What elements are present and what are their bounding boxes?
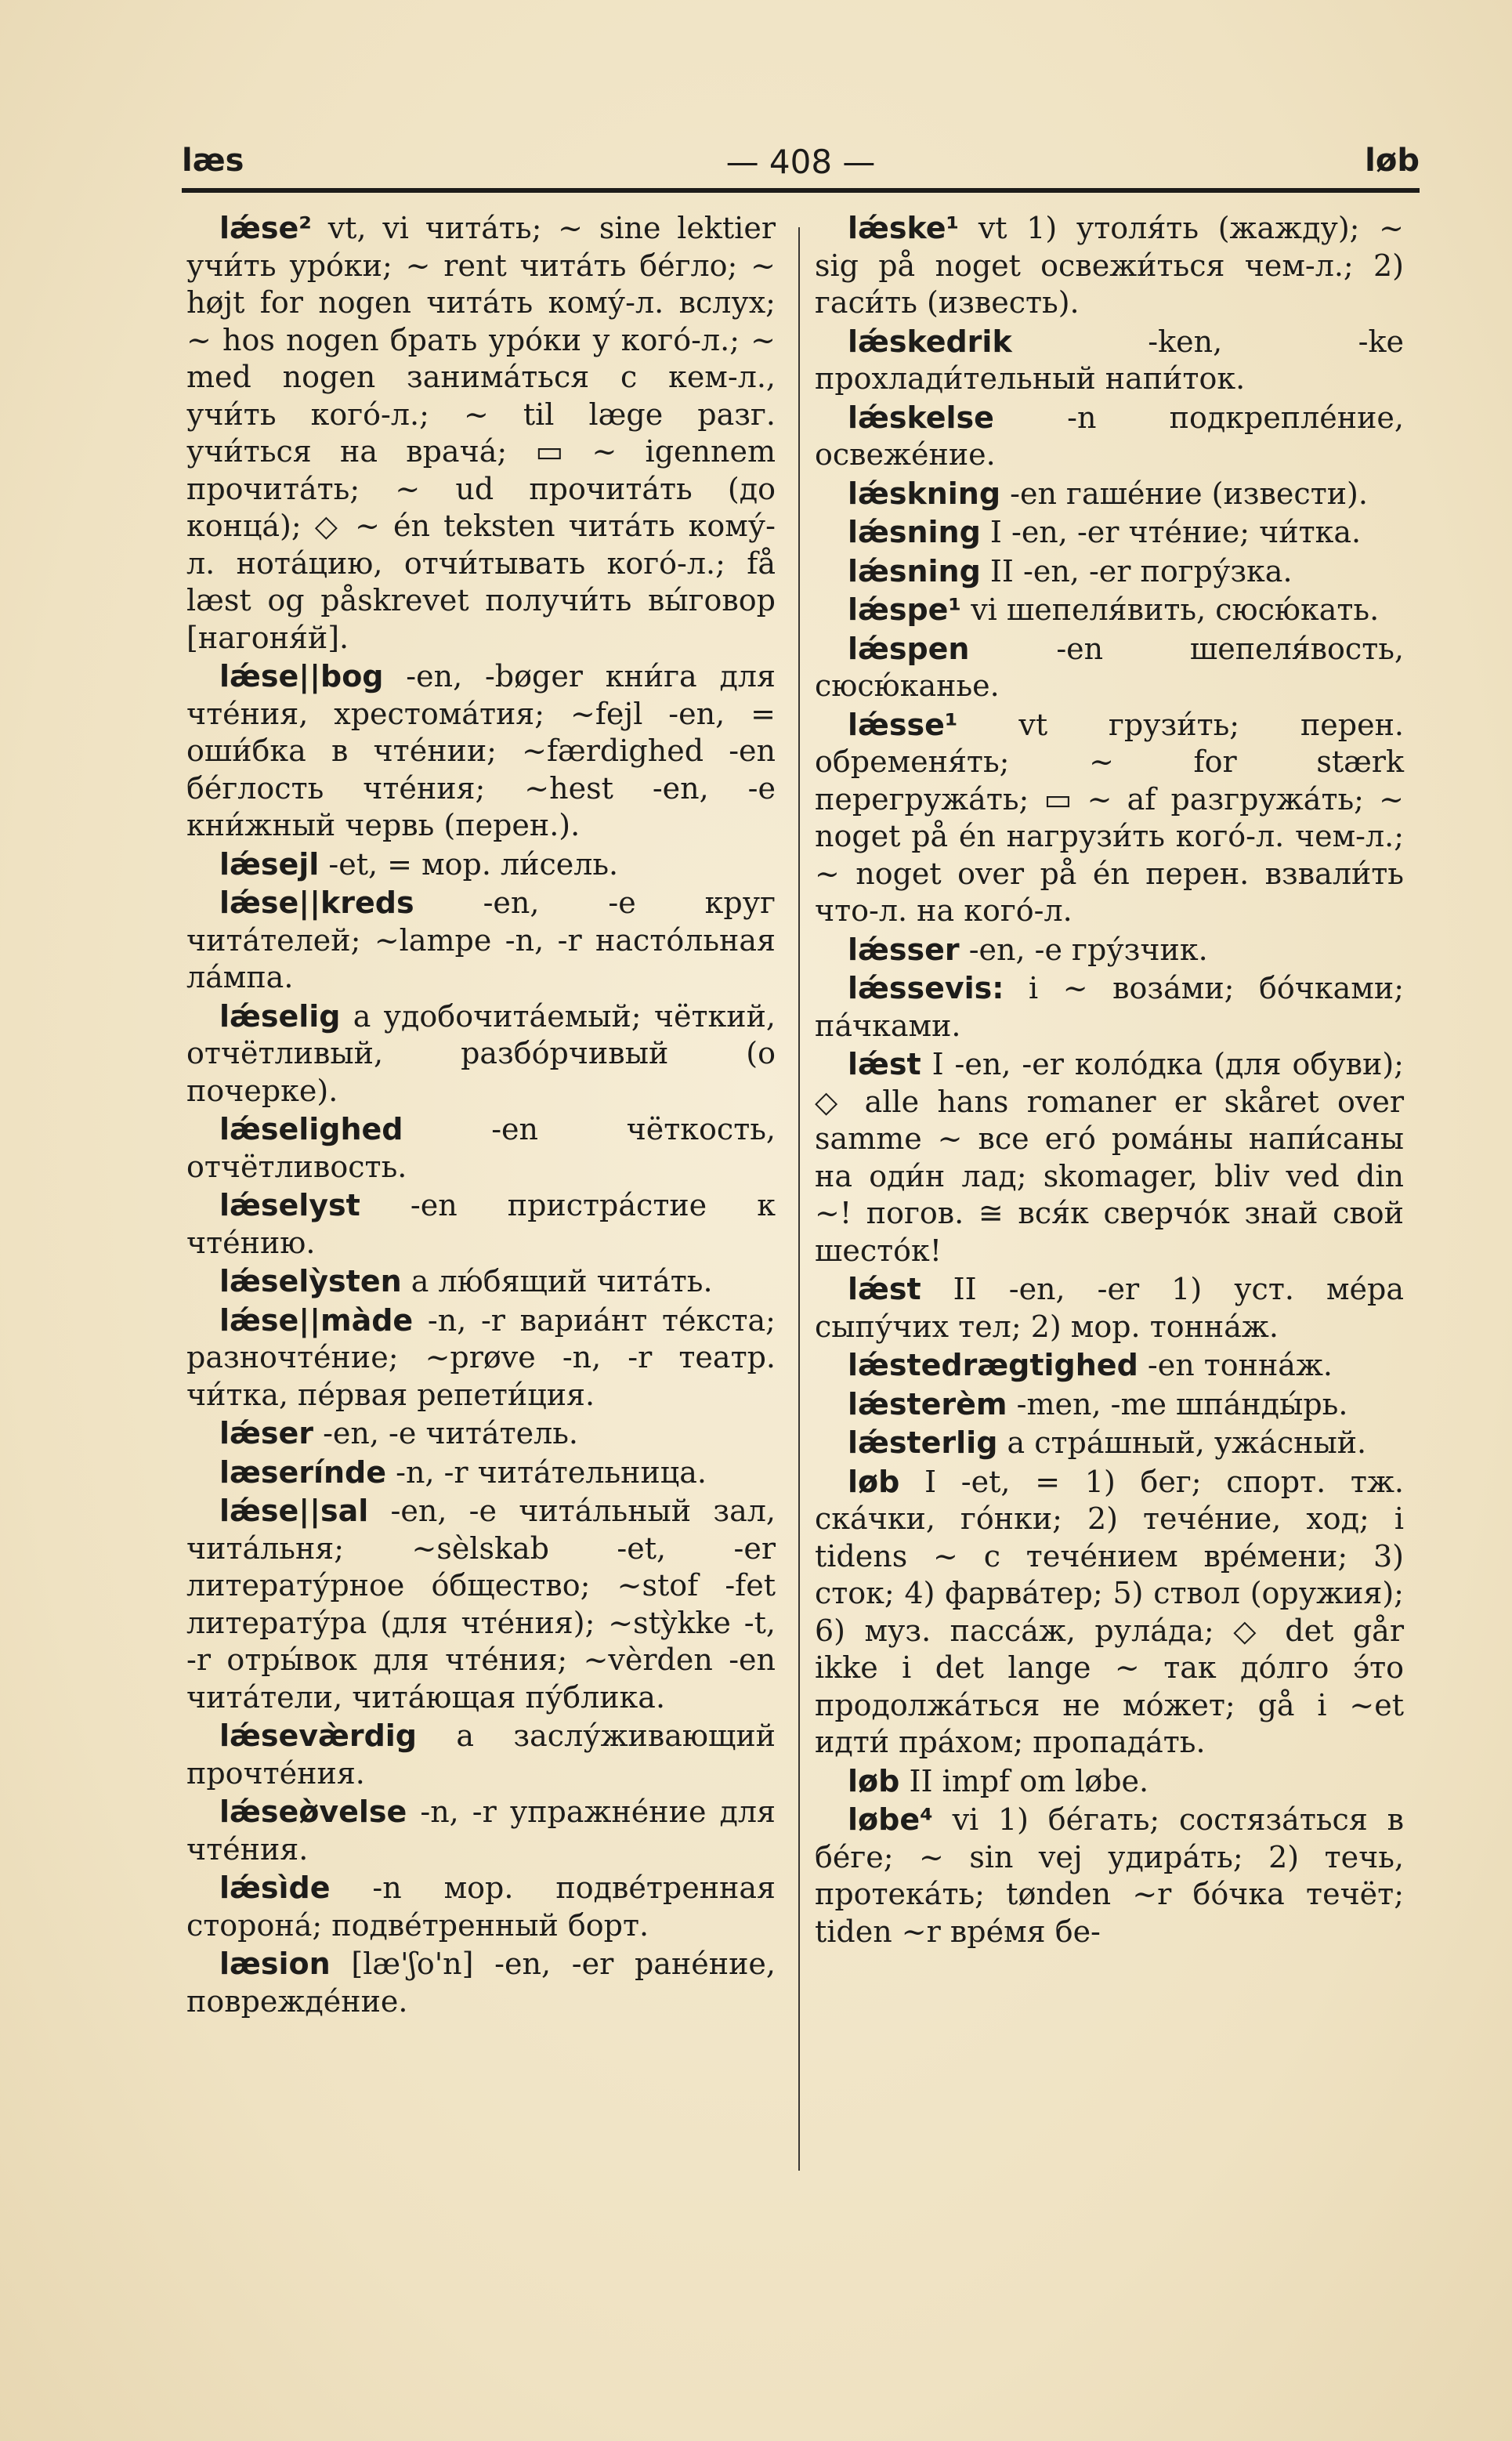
- entry-definition: -en, -bøger кни́га для чте́ния, хрестома́тия; ~fejl -en, = оши́бка в чте́нии; ~færdighed -en бе́глость чте́ния; ~hest -en, -e кни́жный червь (перен.).: [186, 659, 776, 842]
- dictionary-entry: [186, 1870, 776, 1944]
- dictionary-entry: [186, 210, 776, 657]
- dictionary-entry: [186, 1454, 776, 1492]
- entry-headword: lǽsterèm: [848, 1386, 1007, 1422]
- dictionary-entry: [815, 324, 1404, 398]
- entry-headword: lǽssevis:: [848, 971, 1004, 1005]
- dictionary-entry: [815, 707, 1404, 930]
- entry-headword: læserínde: [219, 1454, 387, 1490]
- entry-headword: lǽspe¹: [848, 592, 962, 627]
- entry-definition: [læ'ʃo'n] -en, -er ране́ние, поврежде́ние.: [186, 1947, 776, 2019]
- entry-headword: læsion: [219, 1947, 331, 1981]
- entry-definition: -en, -e гру́зчик.: [968, 932, 1208, 967]
- entry-headword: lǽst: [848, 1047, 921, 1081]
- entry-headword: lǽse||bog: [219, 659, 384, 694]
- dictionary-entry: [186, 998, 776, 1110]
- entry-definition: II -en, -er 1) уст. ме́ра сыпу́чих тел; 2) мор. тонна́ж.: [815, 1272, 1404, 1344]
- dictionary-entry: [815, 1425, 1404, 1462]
- entry-definition: vt грузи́ть; перен. обременя́ть; ~ for stærk перегружа́ть; ▭ ~ af разгружа́ть; ~ noget på én нагрузи́ть кого́-л. чем-л.; ~ noget over på én перен. взвали́ть что-л. на кого́-л.: [815, 707, 1404, 928]
- entry-headword: lǽskedrik: [848, 324, 1012, 359]
- dictionary-entry: [815, 1464, 1404, 1762]
- entry-definition: -et, = мор. ли́сель.: [328, 846, 619, 882]
- entry-headword: lǽsejl: [219, 846, 320, 882]
- entry-headword: lǽst: [848, 1272, 921, 1306]
- dictionary-entry: [815, 514, 1404, 552]
- right-guide-word: løb: [1365, 143, 1420, 179]
- dictionary-entry: [186, 846, 776, 884]
- entry-definition: I -en, -er чте́ние; чи́тка.: [989, 515, 1362, 549]
- entry-headword: lǽser: [219, 1416, 313, 1450]
- entry-headword: lǽselyst: [219, 1188, 360, 1222]
- entry-definition: -en пристра́стие к чте́нию.: [186, 1188, 776, 1260]
- entry-definition: vi шепеля́вить, сюсю́кать.: [971, 592, 1380, 627]
- header-rule: [182, 188, 1420, 193]
- entry-headword: løb: [848, 1763, 900, 1798]
- entry-definition: -men, -me шпа́нды́рь.: [1016, 1386, 1348, 1422]
- page-header: [182, 143, 1420, 190]
- dictionary-entry: [186, 1302, 776, 1414]
- entry-headword: lǽse||màde: [219, 1302, 414, 1338]
- entry-definition: vi 1) бе́гать; состяза́ться в бе́ге; ~ sin vej удира́ть; 2) течь, протека́ть; tønden ~r бо́чка течёт; tiden ~r вре́мя бе-: [815, 1802, 1404, 1949]
- page-number: — 408 —: [725, 143, 876, 181]
- entry-definition: -n подкрепле́ние, освеже́ние.: [815, 400, 1404, 472]
- dictionary-entry: [186, 1415, 776, 1453]
- entry-headword: løb: [848, 1464, 900, 1499]
- entry-headword: lǽselỳsten: [219, 1264, 402, 1298]
- entry-definition: i ~ воза́ми; бо́чками; па́чками.: [815, 971, 1404, 1043]
- entry-definition: -en шепеля́вость, сюсю́канье.: [815, 631, 1404, 703]
- dictionary-entry: [186, 1493, 776, 1716]
- entry-headword: lǽse||kreds: [219, 885, 414, 920]
- dictionary-entry: [186, 1187, 776, 1262]
- entry-headword: lǽseø̀velse: [219, 1795, 407, 1829]
- entry-definition: a стра́шный, ужа́сный.: [1007, 1425, 1367, 1460]
- dictionary-entry: [815, 1271, 1404, 1345]
- entry-headword: lǽskning: [848, 476, 1001, 511]
- dictionary-entry: [815, 400, 1404, 474]
- entry-definition: vt 1) утоля́ть (жажду); ~ sig på noget освежи́ться чем-л.; 2) гаси́ть (известь).: [815, 211, 1404, 320]
- entry-headword: lǽsìde: [219, 1871, 331, 1905]
- entry-headword: lǽsser: [848, 932, 960, 967]
- entry-definition: -en, -e чита́тель.: [323, 1416, 578, 1450]
- entry-headword: lǽspen: [848, 631, 970, 666]
- dictionary-entry: [186, 1946, 776, 2020]
- entry-definition: a заслу́живающий прочте́ния.: [186, 1718, 776, 1791]
- dictionary-entry: [186, 885, 776, 997]
- entry-definition: -n, -r вариа́нт те́кста; разночте́ние; ~prøve -n, -r театр. чи́тка, пе́рвая репети́ция.: [186, 1302, 776, 1412]
- left-guide-word: læs: [182, 143, 244, 179]
- entry-definition: -en чёткость, отчётливость.: [186, 1112, 776, 1184]
- entry-definition: -en, -e чита́льный зал, чита́льня; ~sèlskab -et, -er литерату́рное о́бщество; ~stof -fet литерату́ра (для чте́ния); ~stỳkke -t, -r отры́вок для чте́ния; ~vèrden -en чита́тели, чита́ющая пу́блика.: [186, 1494, 776, 1715]
- entry-headword: lǽsning: [848, 553, 981, 589]
- entry-definition: -n, -r упражне́ние для чте́ния.: [186, 1795, 776, 1867]
- entry-definition: -ken, -ke прохлади́тельный напи́ток.: [815, 324, 1404, 396]
- entry-definition: I -et, = 1) бег; спорт. тж. ска́чки, го́нки; 2) тече́ние, ход; i tidens ~ с тече́нием вре́мени; 3) сток; 4) фарва́тер; 5) ствол (оружия); 6) муз. пасса́ж, рула́да; ◇ det går ikke i det lange ~ так до́лго э́то продолжа́ться не мо́жет; gå i ~et идти́ пра́хом; пропада́ть.: [815, 1464, 1404, 1759]
- dictionary-entry: [186, 1794, 776, 1868]
- dictionary-entry: [815, 1347, 1404, 1385]
- entry-headword: lǽselighed: [219, 1112, 403, 1146]
- entry-definition: a удобочита́емый; чёткий, отчётливый, разбо́рчивый (о почерке).: [186, 998, 776, 1108]
- entry-headword: lǽse||sal: [219, 1494, 369, 1528]
- left-column: [186, 210, 776, 2022]
- dictionary-entry: [815, 476, 1404, 513]
- entry-headword: lǽse²: [219, 211, 312, 245]
- entry-definition: -en, -e круг чита́телей; ~lampe -n, -r насто́льная ла́мпа.: [186, 885, 776, 994]
- entry-headword: lǽstedrægtighed: [848, 1348, 1138, 1382]
- entry-definition: -n мор. подве́тренная сторона́; подве́тренный борт.: [186, 1871, 776, 1943]
- entry-definition: II -en, -er погру́зка.: [989, 553, 1293, 589]
- dictionary-entry: [815, 210, 1404, 322]
- dictionary-entry: [815, 1802, 1404, 1950]
- entry-headword: lǽsning: [848, 515, 981, 549]
- dictionary-entry: [815, 592, 1404, 629]
- entry-definition: II impf om løbe.: [909, 1763, 1149, 1798]
- entry-headword: lǽske¹: [848, 211, 960, 245]
- entry-headword: lǽselig: [219, 998, 341, 1034]
- dictionary-entry: [815, 1386, 1404, 1424]
- dictionary-entry: [186, 1111, 776, 1186]
- entry-definition: -en тонна́ж.: [1147, 1348, 1333, 1382]
- entry-headword: lǽsevæ̀rdig: [219, 1718, 417, 1753]
- entry-headword: lǽskelse: [848, 400, 994, 435]
- dictionary-entry: [815, 932, 1404, 969]
- entry-definition: I -en, -er коло́дка (для обуви); ◇ alle hans romaner er skåret over samme ~ все его́ рома́ны напи́саны на оди́н лад; skomager, bliv ved din ~! погов. ≅ вся́к сверчо́к знай свой шесто́к!: [815, 1047, 1404, 1268]
- dictionary-entry: [815, 970, 1404, 1045]
- entry-headword: lǽsterlig: [848, 1425, 998, 1460]
- dictionary-entry: [186, 1263, 776, 1301]
- dictionary-entry: [815, 1046, 1404, 1269]
- dictionary-entry: [815, 553, 1404, 591]
- entry-definition: vt, vi чита́ть; ~ sine lektier учи́ть уро́ки; ~ rent чита́ть бе́гло; ~ højt for nogen чита́ть кому́-л. вслух; ~ hos nogen брать уро́ки у кого́-л.; ~ med nogen занима́ться с кем-л., учи́ть кого́-л.; ~ til læge разг. учи́ться на врача́; ▭ ~ igennem прочита́ть; ~ ud прочита́ть (до конца́); ◇ ~ én teksten чита́ть кому́-л. нота́цию, отчи́тывать кого́-л.; få læst og påskrevet получи́ть вы́говор [нагоня́й].: [186, 211, 776, 655]
- dictionary-entry: [815, 631, 1404, 705]
- entry-headword: lǽsse¹: [848, 707, 958, 742]
- entry-definition: -n, -r чита́тельница.: [396, 1454, 707, 1490]
- dictionary-entry: [815, 1763, 1404, 1801]
- entry-headword: løbe⁴: [848, 1802, 933, 1837]
- entry-definition: -en гаше́ние (извести).: [1010, 476, 1368, 511]
- dictionary-entry: [186, 1718, 776, 1792]
- dictionary-entry: [186, 658, 776, 845]
- column-divider: [798, 227, 800, 2171]
- entry-definition: a лю́бящий чита́ть.: [411, 1264, 713, 1298]
- right-column: [815, 210, 1404, 1952]
